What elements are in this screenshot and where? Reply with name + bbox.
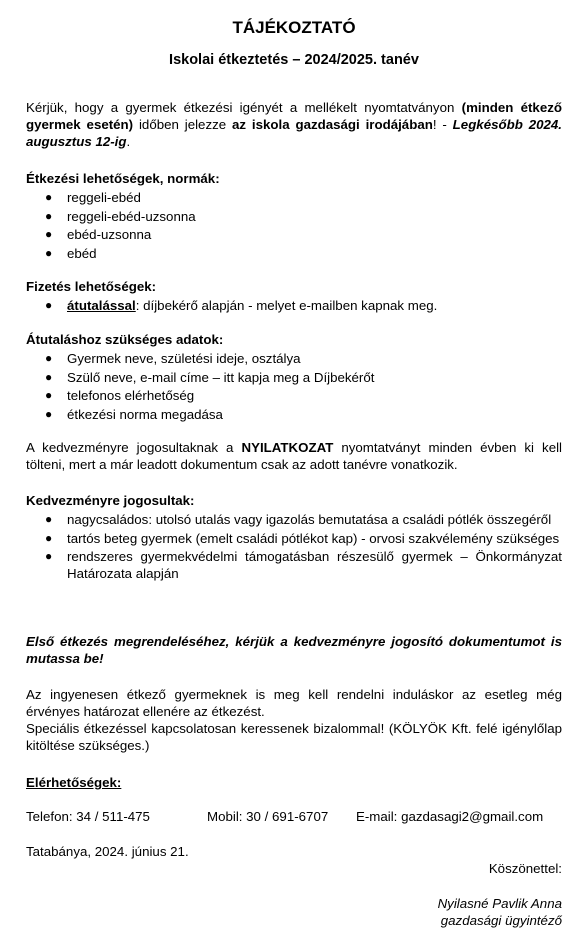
payment-method: átutalással xyxy=(67,298,136,313)
phone-number: Telefon: 34 / 511-475 xyxy=(26,809,150,824)
transfer-data-list xyxy=(26,350,562,423)
list-item: ● rendszeres gyermekvédelmi támogatásban részesülő gyermek – Önkormányzat Határozata alapján xyxy=(45,549,562,581)
transfer-data-heading: Átutaláshoz szükséges adatok: xyxy=(26,332,224,347)
norms-heading: Étkezési lehetőségek, normák: xyxy=(26,171,220,186)
email-address: E-mail: gazdasagi2@gmail.com xyxy=(356,809,544,824)
place-date: Tatabánya, 2024. június 21. xyxy=(26,844,189,859)
special-diet-paragraph: Speciális étkezéssel kapcsolatosan keressenek bizalommal! (KÖLYÖK Kft. felé igénylőlap kitöltése szükséges.) xyxy=(26,721,562,753)
bullet-icon: ● xyxy=(45,351,53,365)
signature-role: gazdasági ügyintéző xyxy=(440,913,562,928)
list-item: ● Gyermek neve, születési ideje, osztálya xyxy=(45,351,301,366)
bullet-icon: ● xyxy=(45,530,53,545)
payment-section xyxy=(26,278,562,316)
norms-section xyxy=(26,170,562,263)
list-item: ● reggeli-ebéd-uzsonna xyxy=(45,208,196,224)
document-subtitle: Iskolai étkeztetés – 2024/2025. tanév xyxy=(169,52,419,68)
declaration-paragraph: A kedvezményre jogosultaknak a NYILATKOZAT nyomtatványt minden évben ki kell tölteni, mert a már leadott dokumentum csak az adott tanévre vonatkozik. xyxy=(26,440,563,472)
norms-list xyxy=(26,189,562,262)
free-meals-paragraph: Az ingyenesen étkező gyermeknek is meg kell rendelni induláskor az esetleg még érvényes határozat ellenére az étkezést. xyxy=(26,687,562,719)
thanks-text: Köszönettel: xyxy=(488,861,562,876)
bullet-icon: ● xyxy=(45,406,53,421)
bullet-icon: ● xyxy=(45,512,53,526)
list-item: ● nagycsaládos: utolsó utalás vagy igazolás bemutatása a családi pótlék összegéről xyxy=(45,512,552,527)
list-item: ● telefonos elérhetőség xyxy=(45,388,195,403)
transfer-data-section xyxy=(26,331,562,424)
payment-heading: Fizetés lehetőségek: xyxy=(26,279,157,294)
signature-name: Nyilasné Pavlik Anna xyxy=(437,896,562,911)
bullet-icon: ● xyxy=(45,190,53,204)
bullet-icon: ● xyxy=(45,298,53,312)
list-item: ● tartós beteg gyermek (emelt családi pótlékot kap) - orvosi szakvélemény szükséges xyxy=(45,530,560,546)
first-order-note: Első étkezés megrendeléséhez, kérjük a kedvezményre jogosító dokumentumot is mutassa be! xyxy=(26,634,562,666)
bullet-icon: ● xyxy=(45,388,53,402)
eligible-heading: Kedvezményre jogosultak: xyxy=(26,493,195,508)
list-item: ● ebéd-uzsonna xyxy=(45,227,152,242)
bullet-icon: ● xyxy=(45,227,53,241)
list-item: ● étkezési norma megadása xyxy=(45,406,223,422)
document-title: TÁJÉKOZTATÓ xyxy=(232,18,356,37)
list-item: ● ebéd xyxy=(45,245,97,261)
bullet-icon: ● xyxy=(45,208,53,223)
bullet-icon: ● xyxy=(45,245,53,260)
eligible-section xyxy=(26,492,562,584)
intro-paragraph: Kérjük, hogy a gyermek étkezési igényét a mellékelt nyomtatványon (minden étkező gyermek esetén) időben jelezze az iskola gazdasági irodájában! - Legkésőbb 2024. augusztus 12-ig. xyxy=(26,100,562,149)
list-item: ● Szülő neve, e-mail címe – itt kapja meg a Díjbekérőt xyxy=(45,369,375,385)
payment-list xyxy=(26,297,562,314)
mobile-number: Mobil: 30 / 691-6707 xyxy=(207,809,329,824)
bullet-icon: ● xyxy=(45,549,53,563)
eligible-list xyxy=(26,511,562,582)
list-item: ● reggeli-ebéd xyxy=(45,190,141,205)
contacts-heading: Elérhetőségek: xyxy=(26,775,122,790)
bullet-icon: ● xyxy=(45,369,53,384)
list-item: ● átutalással: díjbekérő alapján - melyet e-mailben kapnak meg. xyxy=(45,298,438,313)
